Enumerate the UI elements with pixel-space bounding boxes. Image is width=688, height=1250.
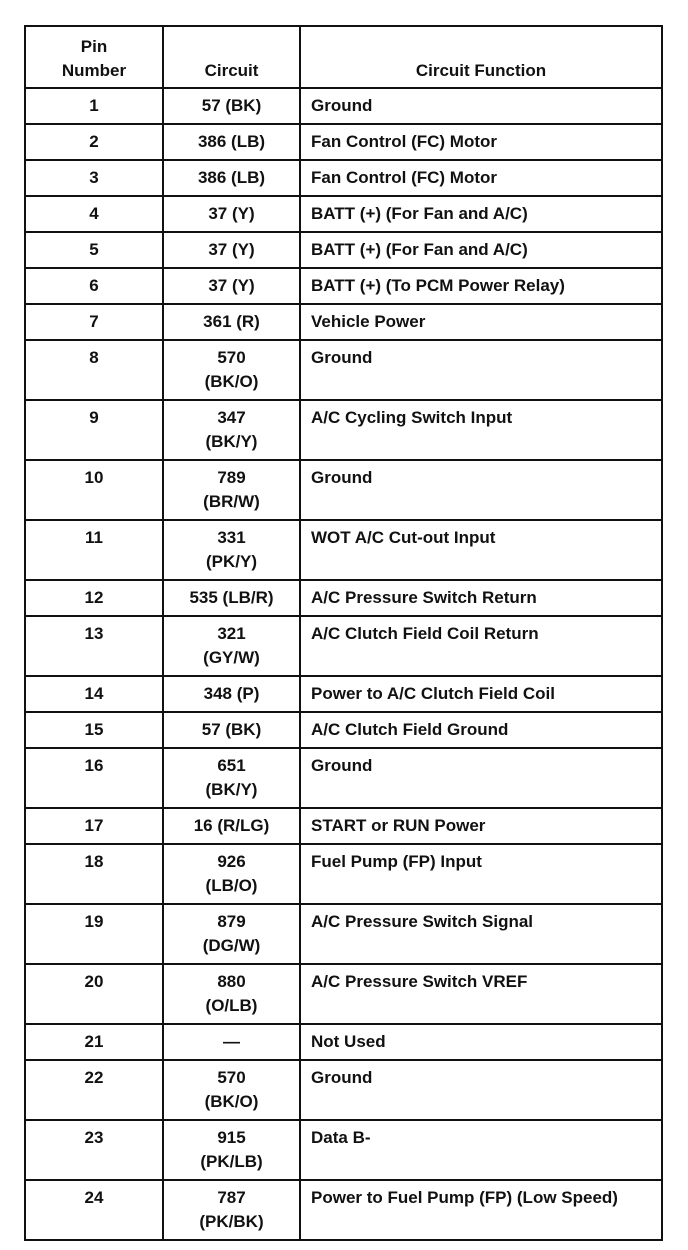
circuit-function-cell: Fan Control (FC) Motor bbox=[300, 160, 662, 196]
circuit-function-cell: Data B- bbox=[300, 1120, 662, 1180]
pin-number-cell: 16 bbox=[25, 748, 163, 808]
circuit-cell bbox=[163, 580, 300, 616]
circuit-cell bbox=[163, 844, 300, 904]
circuit-line: 535 (LB/R) bbox=[189, 588, 274, 607]
pin-number-cell: 4 bbox=[25, 196, 163, 232]
pin-number-cell: 23 bbox=[25, 1120, 163, 1180]
circuit-cell bbox=[163, 964, 300, 1024]
circuit-cell bbox=[163, 340, 300, 400]
circuit-line: (LB/O) bbox=[205, 876, 258, 895]
circuit-line: 347 bbox=[217, 408, 246, 427]
circuit-line: 57 (BK) bbox=[201, 720, 262, 739]
pin-number-cell: 1 bbox=[25, 88, 163, 124]
pin-circuit-table bbox=[24, 25, 663, 1241]
circuit-function-cell: Power to A/C Clutch Field Coil bbox=[300, 676, 662, 712]
circuit-line: (O/LB) bbox=[205, 996, 258, 1015]
circuit-function-cell: Power to Fuel Pump (FP) (Low Speed) bbox=[300, 1180, 662, 1240]
pin-number-cell: 14 bbox=[25, 676, 163, 712]
circuit-cell bbox=[163, 676, 300, 712]
table-row bbox=[25, 616, 662, 676]
circuit-function-cell: BATT (+) (For Fan and A/C) bbox=[300, 196, 662, 232]
pin-number-cell: 2 bbox=[25, 124, 163, 160]
circuit-line: 348 (P) bbox=[203, 684, 260, 703]
circuit-line: (BK/Y) bbox=[205, 432, 258, 451]
table-row bbox=[25, 808, 662, 844]
table-row bbox=[25, 88, 662, 124]
pin-number-cell: 9 bbox=[25, 400, 163, 460]
circuit-line: 787 bbox=[217, 1188, 246, 1207]
circuit-cell bbox=[163, 124, 300, 160]
table-row bbox=[25, 160, 662, 196]
pin-number-cell: 22 bbox=[25, 1060, 163, 1120]
circuit-line: 915 bbox=[217, 1128, 246, 1147]
pin-number-cell: 8 bbox=[25, 340, 163, 400]
circuit-function-cell: Ground bbox=[300, 88, 662, 124]
circuit-function-cell: A/C Clutch Field Coil Return bbox=[300, 616, 662, 676]
pin-number-cell: 11 bbox=[25, 520, 163, 580]
circuit-line: (BK/Y) bbox=[205, 780, 258, 799]
circuit-line: (BR/W) bbox=[203, 492, 260, 511]
table-row bbox=[25, 196, 662, 232]
table-row bbox=[25, 232, 662, 268]
circuit-line: 57 (BK) bbox=[201, 96, 262, 115]
circuit-function-cell: A/C Pressure Switch Signal bbox=[300, 904, 662, 964]
circuit-function-cell: Ground bbox=[300, 340, 662, 400]
pin-number-cell: 7 bbox=[25, 304, 163, 340]
circuit-line: (BK/O) bbox=[204, 1092, 259, 1111]
pin-number-cell: 10 bbox=[25, 460, 163, 520]
table-row bbox=[25, 1120, 662, 1180]
table-row bbox=[25, 520, 662, 580]
pin-number-cell: 13 bbox=[25, 616, 163, 676]
pin-number-cell: 20 bbox=[25, 964, 163, 1024]
table-row bbox=[25, 580, 662, 616]
circuit-cell bbox=[163, 268, 300, 304]
circuit-line: 789 bbox=[217, 468, 246, 487]
table-row bbox=[25, 844, 662, 904]
circuit-line: 570 bbox=[217, 1068, 246, 1087]
circuit-cell bbox=[163, 904, 300, 964]
header-row bbox=[25, 26, 662, 88]
circuit-line: 361 (R) bbox=[203, 312, 260, 331]
circuit-function-cell: Ground bbox=[300, 748, 662, 808]
circuit-line: 331 bbox=[217, 528, 246, 547]
circuit-line: 37 (Y) bbox=[208, 204, 255, 223]
circuit-cell bbox=[163, 1180, 300, 1240]
circuit-line: 386 (LB) bbox=[197, 132, 266, 151]
pin-number-cell: 12 bbox=[25, 580, 163, 616]
table-row bbox=[25, 1060, 662, 1120]
circuit-line: 321 bbox=[217, 624, 246, 643]
pin-number-cell: 6 bbox=[25, 268, 163, 304]
table-row bbox=[25, 1180, 662, 1240]
circuit-function-cell: Ground bbox=[300, 1060, 662, 1120]
table-row bbox=[25, 400, 662, 460]
pin-number-cell: 21 bbox=[25, 1024, 163, 1060]
table-row bbox=[25, 460, 662, 520]
table-row bbox=[25, 712, 662, 748]
circuit-line: (PK/LB) bbox=[200, 1152, 263, 1171]
circuit-function-cell: A/C Clutch Field Ground bbox=[300, 712, 662, 748]
circuit-function-cell: Ground bbox=[300, 460, 662, 520]
circuit-cell bbox=[163, 88, 300, 124]
circuit-function-cell: A/C Cycling Switch Input bbox=[300, 400, 662, 460]
circuit-line: 570 bbox=[217, 348, 246, 367]
circuit-line: 880 bbox=[217, 972, 246, 991]
circuit-cell bbox=[163, 304, 300, 340]
pin-number-cell: 3 bbox=[25, 160, 163, 196]
table-row bbox=[25, 676, 662, 712]
table-row bbox=[25, 124, 662, 160]
circuit-line: 879 bbox=[217, 912, 246, 931]
circuit-cell bbox=[163, 616, 300, 676]
pin-header-line2: Number bbox=[61, 61, 127, 80]
circuit-cell bbox=[163, 460, 300, 520]
circuit-function-cell: A/C Pressure Switch Return bbox=[300, 580, 662, 616]
circuit-line: (DG/W) bbox=[202, 936, 261, 955]
circuit-function-cell: Fuel Pump (FP) Input bbox=[300, 844, 662, 904]
circuit-cell bbox=[163, 808, 300, 844]
circuit-cell bbox=[163, 400, 300, 460]
circuit-function-cell: Not Used bbox=[300, 1024, 662, 1060]
circuit-function-cell: WOT A/C Cut-out Input bbox=[300, 520, 662, 580]
circuit-cell bbox=[163, 1024, 300, 1060]
circuit-line: (PK/BK) bbox=[199, 1212, 264, 1231]
table-body bbox=[25, 88, 662, 1240]
table-row bbox=[25, 964, 662, 1024]
circuit-line: — bbox=[223, 1032, 240, 1051]
circuit-line: (BK/O) bbox=[204, 372, 259, 391]
table-row bbox=[25, 268, 662, 304]
pin-number-cell: 17 bbox=[25, 808, 163, 844]
circuit-cell bbox=[163, 1060, 300, 1120]
circuit-line: 386 (LB) bbox=[197, 168, 266, 187]
circuit-function-cell: Vehicle Power bbox=[300, 304, 662, 340]
circuit-line: 37 (Y) bbox=[208, 276, 255, 295]
circuit-cell bbox=[163, 160, 300, 196]
circuit-line: (PK/Y) bbox=[206, 552, 257, 571]
table-row bbox=[25, 904, 662, 964]
table-row bbox=[25, 748, 662, 808]
circuit-cell bbox=[163, 712, 300, 748]
pin-number-cell: 5 bbox=[25, 232, 163, 268]
circuit-line: 37 (Y) bbox=[208, 240, 255, 259]
circuit-function-header: Circuit Function bbox=[300, 26, 662, 88]
circuit-header: Circuit bbox=[163, 26, 300, 88]
circuit-line: 16 (R/LG) bbox=[193, 816, 270, 835]
table-row bbox=[25, 1024, 662, 1060]
circuit-cell bbox=[163, 232, 300, 268]
pin-number-cell: 15 bbox=[25, 712, 163, 748]
circuit-function-cell: BATT (+) (For Fan and A/C) bbox=[300, 232, 662, 268]
table-row bbox=[25, 340, 662, 400]
circuit-cell bbox=[163, 1120, 300, 1180]
circuit-function-cell: BATT (+) (To PCM Power Relay) bbox=[300, 268, 662, 304]
circuit-function-cell: Fan Control (FC) Motor bbox=[300, 124, 662, 160]
circuit-function-cell: START or RUN Power bbox=[300, 808, 662, 844]
circuit-function-cell: A/C Pressure Switch VREF bbox=[300, 964, 662, 1024]
circuit-line: 926 bbox=[217, 852, 246, 871]
circuit-line: 651 bbox=[217, 756, 246, 775]
circuit-cell bbox=[163, 748, 300, 808]
pin-number-cell: 19 bbox=[25, 904, 163, 964]
pin-header-line1: Pin bbox=[80, 37, 108, 56]
circuit-cell bbox=[163, 196, 300, 232]
circuit-line: (GY/W) bbox=[203, 648, 260, 667]
pin-number-cell: 18 bbox=[25, 844, 163, 904]
table-row bbox=[25, 304, 662, 340]
circuit-cell bbox=[163, 520, 300, 580]
pin-number-cell: 24 bbox=[25, 1180, 163, 1240]
pin-number-header bbox=[25, 26, 163, 88]
